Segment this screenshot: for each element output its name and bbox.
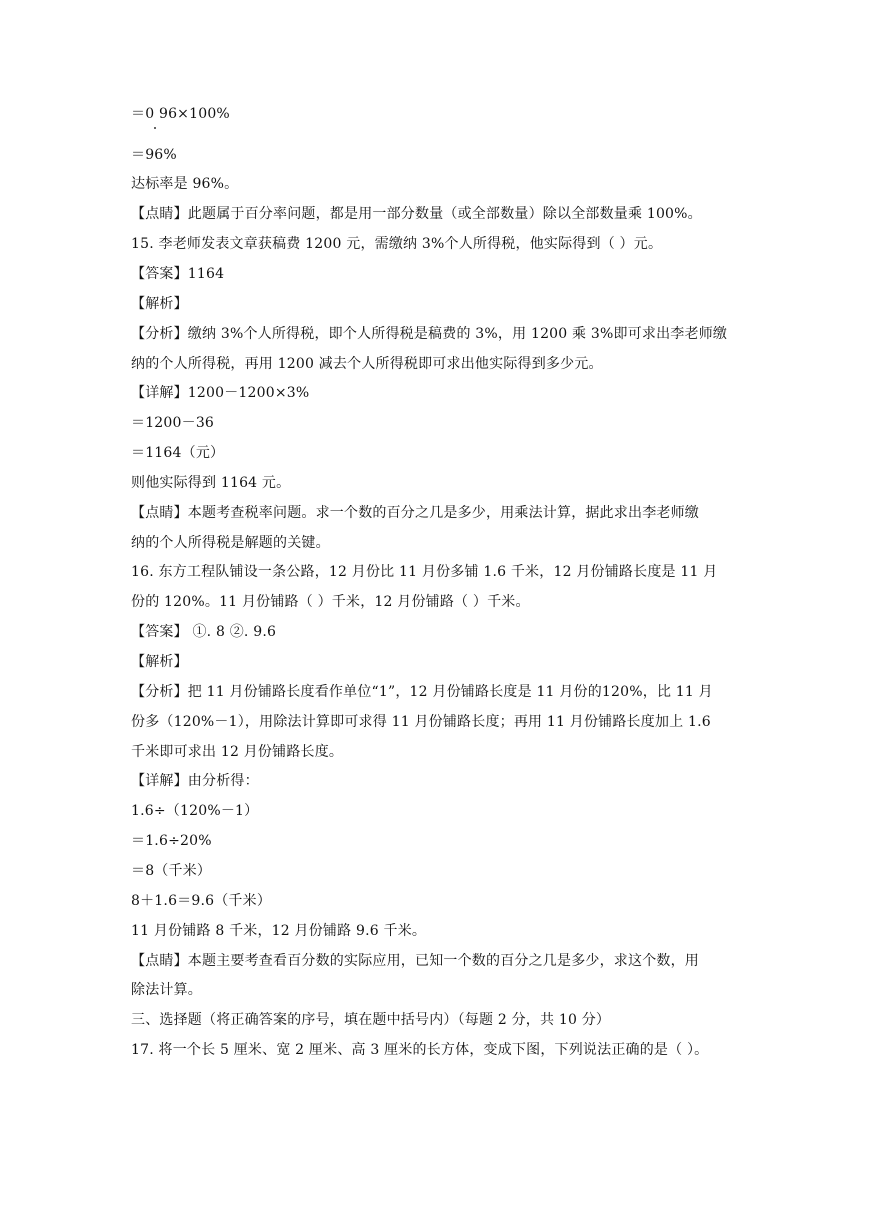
analysis-line: 【分析】缴纳 3%个人所得税，即个人所得税是稿费的 3%，用 1200 乘 3%即可求出李老师缴: [131, 326, 728, 342]
answer-16: 【答案】 ①. 8 ②. 9.6: [131, 624, 277, 640]
calc-line: ＝1164（元）: [131, 445, 225, 461]
analysis-line: 纳的个人所得税，再用 1200 减去个人所得税即可求出他实际得到多少元。: [131, 356, 603, 372]
question-17: 17. 将一个长 5 厘米、宽 2 厘米、高 3 厘米的长方体，变成下图，下列说法正确的是（ ）。: [131, 1042, 709, 1058]
section-heading: 三、选择题（将正确答案的序号，填在题中括号内）（每题 2 分，共 10 分）: [131, 1012, 611, 1028]
calc-line: ＝0 96×100%: [131, 106, 230, 122]
calc-line: 8＋1.6＝9.6（千米）: [131, 893, 272, 909]
calc-line: ＝96%: [131, 147, 177, 163]
analysis-heading: 【解析】: [131, 296, 188, 312]
answer-15: 【答案】1164: [131, 266, 225, 282]
comment-line: 【点睛】本题主要考查看百分数的实际应用，已知一个数的百分之几是多少，求这个数，用: [131, 953, 699, 969]
comment-line: 除法计算。: [131, 982, 202, 998]
analysis-line: 千米即可求出 12 月份铺路长度。: [131, 744, 344, 760]
question-16: 16. 东方工程队铺设一条公路，12 月份比 11 月份多铺 1.6 千米，12 月份铺路长度是 11 月: [131, 564, 718, 580]
detail-line: 【详解】由分析得：: [131, 773, 259, 789]
text-line: 则他实际得到 1164 元。: [131, 475, 291, 491]
comment-line: 【点睛】此题属于百分率问题，都是用一部分数量（或全部数量）除以全部数量乘 100%。: [131, 206, 702, 222]
calc-line: 1.6÷（120%－1）: [131, 803, 259, 819]
calc-line: ＝1.6÷20%: [131, 833, 212, 849]
calc-line: ＝1200－36: [131, 415, 215, 431]
text-line: 11 月份铺路 8 千米，12 月份铺路 9.6 千米。: [131, 923, 427, 939]
analysis-heading: 【解析】: [131, 654, 188, 670]
decimal-dot: [154, 127, 156, 129]
analysis-line: 【分析】把 11 月份铺路长度看作单位“1”，12 月份铺路长度是 11 月份的120%，比 11 月: [131, 684, 713, 700]
comment-line: 【点睛】本题考查税率问题。求一个数的百分之几是多少，用乘法计算，据此求出李老师缴: [131, 505, 699, 521]
comment-line: 纳的个人所得税是解题的关键。: [131, 535, 330, 551]
calc-line: ＝8（千米）: [131, 863, 212, 879]
detail-line: 【详解】1200－1200×3%: [131, 385, 310, 401]
analysis-line: 份多（120%－1），用除法计算即可求得 11 月份铺路长度；再用 11 月份铺路长度加上 1.6: [131, 714, 711, 730]
question-15: 15. 李老师发表文章获稿费 1200 元，需缴纳 3%个人所得税，他实际得到（ ）元。: [131, 236, 663, 252]
question-16: 份的 120%。11 月份铺路（ ）千米，12 月份铺路（ ）千米。: [131, 594, 530, 610]
text-line: 达标率是 96%。: [131, 176, 239, 192]
